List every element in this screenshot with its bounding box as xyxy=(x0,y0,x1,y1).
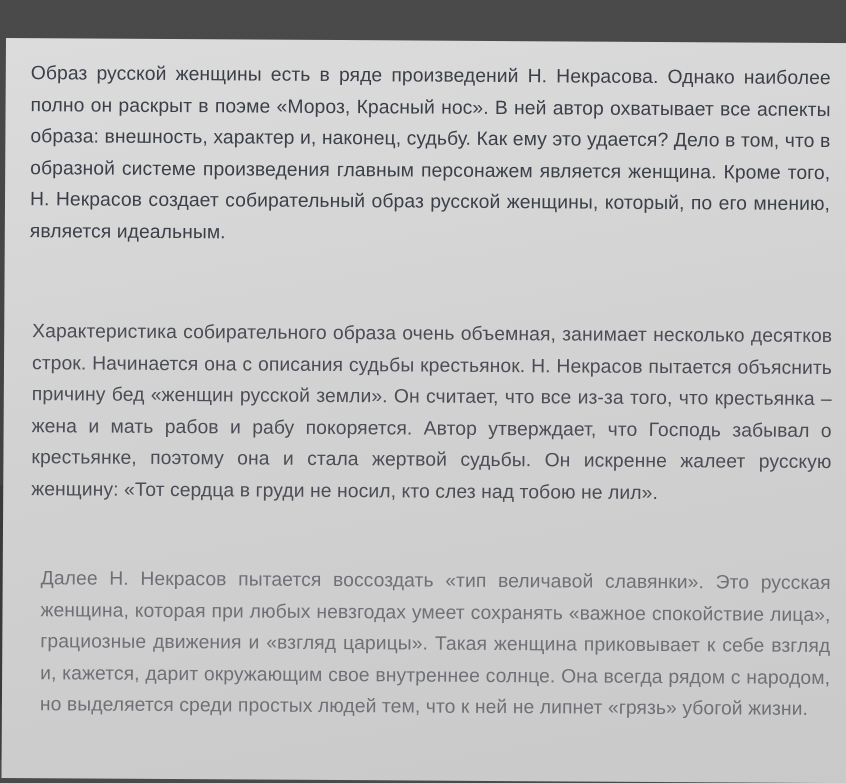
paper-page xyxy=(1,38,846,783)
paragraph-1: Образ русской женщины есть в ряде произведений Н. Некрасова. Однако наиболее полно он раскрыт в поэме «Мороз, Красный нос». В ней автор охватывает все аспекты образа: внешность, характер и, наконец, судьбу. Как ему это удается? Дело в том, что в образной системе произведения главным персонажем является женщина. Кроме того, Н. Некрасов создает собирательный образ русской женщины, который, по его мнению, является идеальным. xyxy=(29,63,831,243)
paragraph-2: Характеристика собирательного образа очень объемная, занимает несколько десятков строк. Начинается она с описания судьбы крестьянок. Н. Некрасов пытается объяснить причину бед «женщин русской земли». Он считает, что все из-за того, что крестьянка – жена и мать рабов и рабу покоряется. Автор утверждает, что Господь забывал о крестьянке, поэтому она и стала жертвой судьбы. Он искренне жалеет русскую женщину: «Тот сердца в груди не носил, кто слез над тобою не лил». xyxy=(31,321,833,504)
paragraph-3: Далее Н. Некрасов пытается воссоздать «тип величавой славянки». Это русская женщина, которая при любых невзгодах умеет сохранять «важное спокойствие лица», грациозные движения и «взгляд царицы». Такая женщина приковывает к себе взгляд и, кажется, дарит окружающим свое внутреннее солнце. Она всегда рядом с народом, но выделяется среди простых людей тем, что к ней не липнет «грязь» убогой жизни. xyxy=(39,568,831,720)
